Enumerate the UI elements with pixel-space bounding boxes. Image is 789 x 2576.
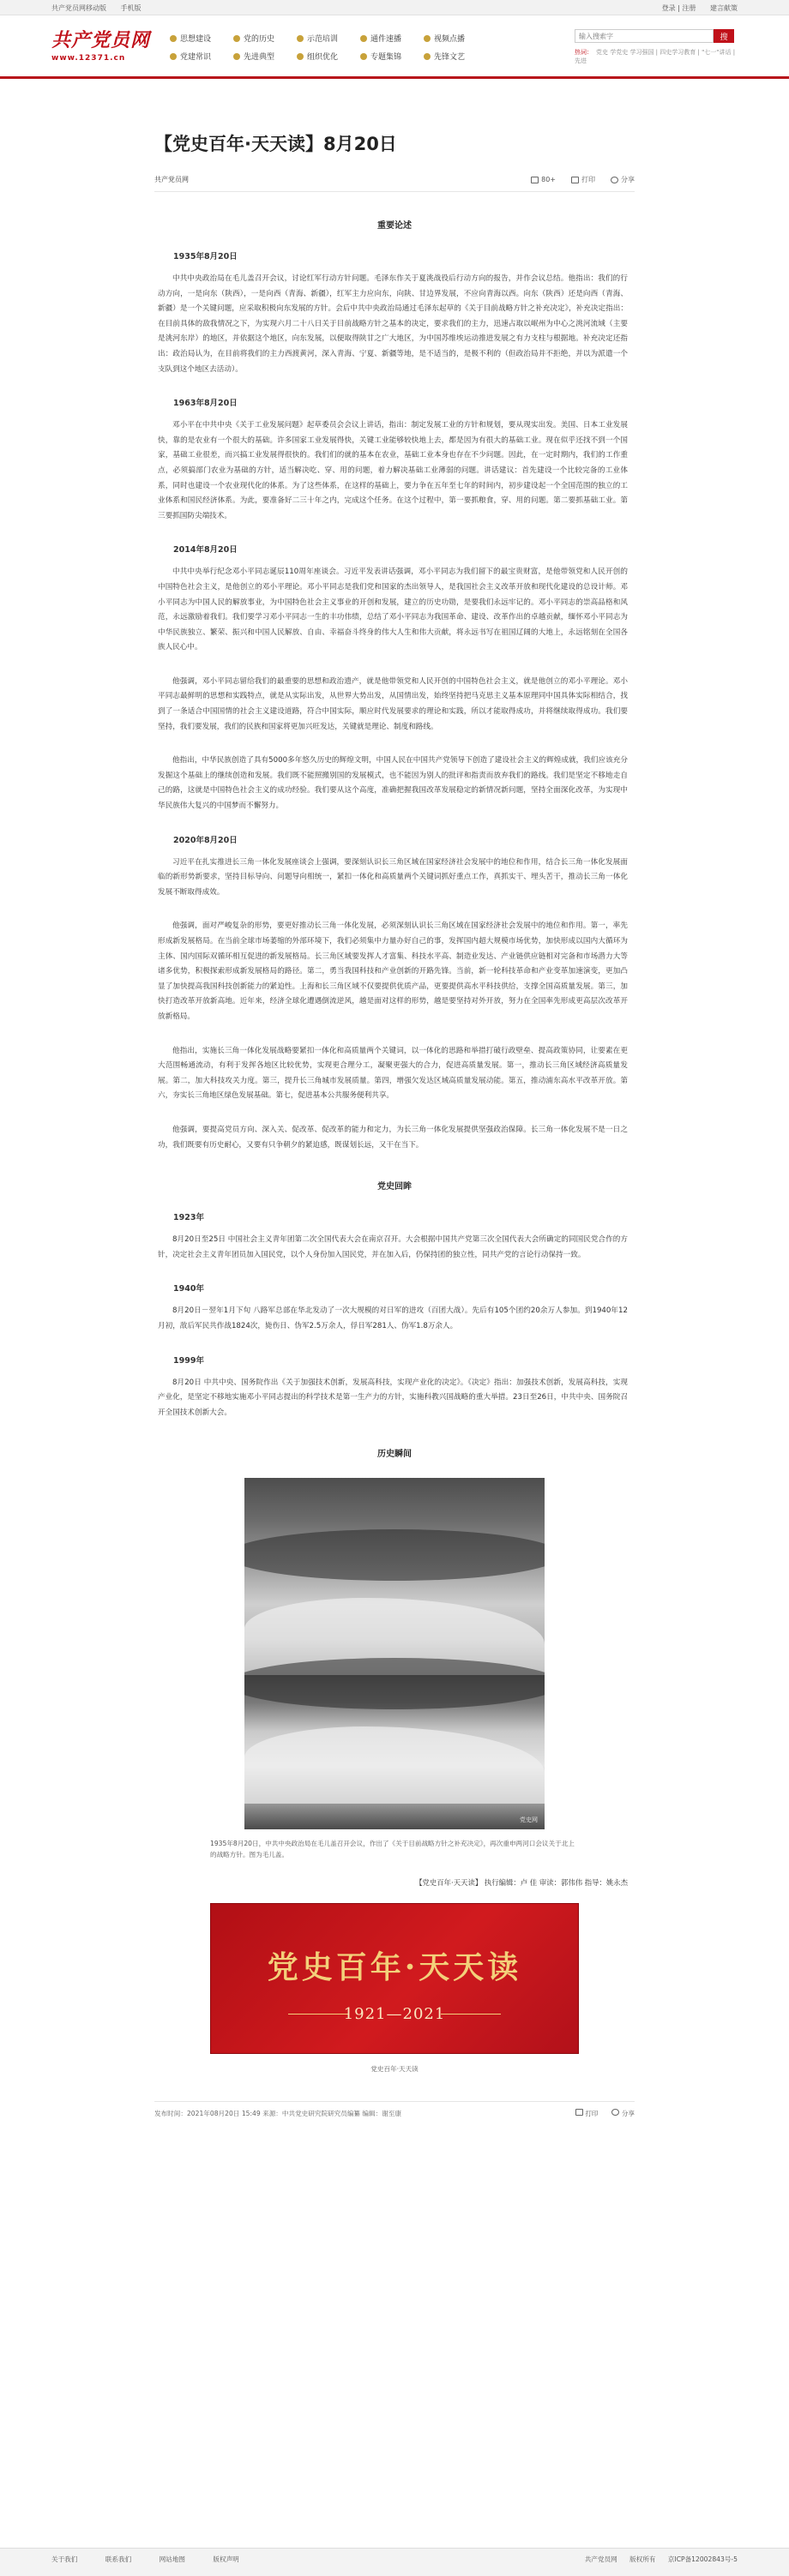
- nav-dot-icon: [170, 53, 177, 60]
- paragraph: 中共中央政治局在毛儿盖召开会议，讨论红军行动方针问题。毛泽东作关于夏洮战役后行动方向的报告，并作会议总结。他指出：我们的行动方向，一是向东（陕西），一是向西（青海、新疆），红军主力应向东，向陕、甘边界发展，不应向青海以西。向东（陕西）还是向西（青海、新疆）是一个关键问题，应采取积极向东发展的方针。会后中共中央政治局通过毛泽东起草的《关于目前战略方针之补充决定》，补充决定指出：在目前具体的敌我情况之下，为实现六月二十八日关于目前战略方针之基本的决定，要求我们的主力，迅速占取以岷州为中心之洮河流域（主要是洮河东岸）的地区，并依据这个地区，向东发展，以便取得陕甘之广大地区，为中国苏维埃运动推进发展之有力支柱与根据地。补充决定还指出：政治局认为，在目前将我们的主力西渡黄河，深入青海、宁夏、新疆等地，是不适当的，是极不利的（但政治局并不拒绝，并以为派遣一个支队到这个地区去活动）。: [158, 274, 628, 374]
- nav-dot-icon: [170, 35, 177, 42]
- print-button[interactable]: 打印: [575, 2109, 599, 2118]
- hot-words: 热词： 党史 学党史 学习强国 | 四史学习教育 | "七一"讲话 | 先进: [575, 49, 736, 64]
- nav-dot-icon: [360, 35, 367, 42]
- nav-dot-icon: [233, 35, 240, 42]
- paragraph: 邓小平在中共中央《关于工业发展问题》起草委员会会议上讲话，指出：制定发展工业的方针和规划，要从现实出发。美国、日本工业发展快，靠的是农业有一个很大的基础。许多国家工业发展得快，关键工业能够较快地上去，都是因为有很大的基础工业。现在似乎还找不到一个国家，基础工业很差，而兴搞工业发展得很快的。我们们的就的基本在农业，基础工业本身也存在不少问题。因此，在一定时期内，我们的工作重点，必须搞部门农业为基础的方针，适当解决吃、穿、用的问题，着力解决基础工业薄弱的问题。讲话建议：首先建设一个比较完备的工业体系，同时也建设一个农业现代化的体系。为了这些体系，在这样的基础上，要力争在五年至七年的时间内，初步建设起一个全国范围的独立的工业体系和国民经济体系。为此，要准备好二三十年之内，完成这个任务。在这个过程中，第一要抓粮食，穿、用的问题。第二要抓基础工业。第三要抓国防尖端技术。: [158, 421, 628, 520]
- paragraph: 他强调，要提高党员方向、深入关、促改革、促改革的能力和定力，为长三角一体化发展提供坚强政治保障。长三角一体化发展不是一日之功，我们既要有历史耐心，又要有只争朝夕的紧迫感，既谋划长远，又干在当下。: [158, 1125, 628, 1150]
- share-icon: [611, 177, 618, 183]
- print-icon: [571, 177, 579, 183]
- nav-item[interactable]: 党的历史: [233, 33, 297, 44]
- mobile-version-link[interactable]: 共产党员网移动版: [51, 3, 106, 12]
- share-button[interactable]: 分享: [611, 175, 635, 184]
- photo-caption: 1935年8月20日，中共中央政治局在毛儿盖召开会议，作出了《关于目前战略方针之补充决定》，再次重申两河口会议关于北上的战略方针。图为毛儿盖。: [210, 1840, 575, 1859]
- print-icon: [575, 2109, 583, 2116]
- site-header: [0, 15, 789, 79]
- paragraph: 中共中央举行纪念邓小平同志诞辰110周年座谈会。习近平发表讲话强调，邓小平同志为我们留下的最宝贵财富，是他带领党和人民开创的中国特色社会主义，是他创立的邓小平理论。邓小平同志是我们党和国家的杰出领导人，是我国社会主义改革开放和现代化建设的总设计师。邓小平同志为中国人民的解放事业，为中国特色社会主义事业的开创和发展，建立的历史功勋，是要我们永远牢记的。邓小平同志的崇高品格和风范，永远激励着我们。我们要学习邓小平同志一生的丰功伟绩，总结了邓小平同志为我国革命、建设、改革作出的卓越贡献，缅怀邓小平同志为中华民族独立、繁荣、振兴和中国人民解放、自由、幸福奋斗终身的伟大人生和伟大贡献，将永远书写在祖国辽阔的大地上，永远铭刻在全国各族人民心中。: [158, 567, 628, 652]
- nav-item[interactable]: 思想建设: [170, 33, 233, 44]
- banner-years: 1921—2021: [343, 2005, 446, 2024]
- nav-dot-icon: [297, 35, 304, 42]
- paragraph: 他强调，面对严峻复杂的形势，要更好推动长三角一体化发展，必须深刻认识长三角区域在国家经济社会发展中的地位和作用。第一，率先形成新发展格局。在当前全球市场萎缩的外部环境下，我们必须集中力量办好自己的事，发挥国内超大规模市场优势，加快形成以国内大循环为主体、国内国际双循环相互促进的新发展格局。长三角区域要发挥人才富集、科技水平高、制造业发达、产业链供应链相对完备和市场潜力大等诸多优势，积极探索形成新发展格局的路径。第二，勇当我国科技和产业创新的开路先锋。当前，新一轮科技革命和产业变革加速演变，更加凸显了加快提高我国科技创新能力的紧迫性。上海和长三角区域不仅要提供优质产品，更要提供高水平科技供给，支撑全国高质量发展。第三，加快打造改革开放新高地。近年来，经济全球化遭遇倒流逆风，越是面对这样的形势，越是要坚持对外开放，努力在全国率先形成更高层次改革开放新格局。: [158, 922, 628, 1021]
- phone-version-link[interactable]: 手机版: [120, 3, 142, 12]
- nav-dot-icon: [424, 53, 431, 60]
- section-title: 历史瞬间: [377, 1450, 412, 1460]
- banner-caption: 党史百年·天天读: [370, 2065, 419, 2074]
- publish-info: 发布时间：2021年08月20日 15:49 来源：中共党史研究院研究员编纂 编辑：谢至康: [154, 2110, 401, 2118]
- nav-dot-icon: [360, 53, 367, 60]
- footer-link[interactable]: 关于我们: [51, 2555, 78, 2563]
- series-banner: [210, 1903, 579, 2054]
- paragraph: 他指出，中华民族创造了具有5000多年悠久历史的辉煌文明，中国人民在中国共产党领导下创造了建设社会主义的辉煌成就，我们应该充分发掘这个基础上的继续创造和发展。我们既不能照搬别国的发展模式，也不能因为别人的批评和指责而放弃我们的路线。我们是坚定不移地走自己的路，这就是中国特色社会主义的成功经验。我们要从这个高度，准确把握我国改革发展稳定的新情况新问题，坚持全面深化改革，为实现中华民族伟大复兴的中国梦而不懈努力。: [158, 756, 628, 811]
- search-input[interactable]: [575, 29, 714, 43]
- date-heading: 1923年: [173, 1213, 204, 1223]
- paragraph: 他指出，实施长三角一体化发展战略要紧扣一体化和高质量两个关键词，以一体化的思路和举措打破行政壁垒、提高政策协同，让要素在更大范围畅通流动，有利于发挥各地区比较优势，实现更合理分工，凝聚更强大的合力，促进高质量发展。第一，推动长三角区域经济高质量发展。第二，加大科技攻关力度。第三，提升长三角城市发展质量。第四，增强欠发达区域高质量发展动能。第五，推动浦东高水平改革开放。第六，夯实长三角地区绿色发展基础。第七，促进基本公共服务便利共享。: [158, 1046, 628, 1101]
- paragraph: 8月20日－翌年1月下旬 八路军总部在华北发动了一次大规模的对日军的进攻（百团大战）。先后有105个团约20余万人参加。到1940年12月初，敌后军民共作战1824次，毙伤日、伪军2.5万余人，俘日军281人、伪军1.8万余人。: [158, 1306, 628, 1330]
- footer-copyright: 版权所有: [629, 2555, 656, 2563]
- section-title: 党史回眸: [377, 1182, 412, 1192]
- footer-site-name: 共产党员网: [584, 2555, 617, 2563]
- banner-title: 党史百年·天天读: [267, 1949, 522, 1986]
- article-title: 【党史百年·天天读】8月20日: [154, 134, 397, 154]
- search-button[interactable]: 搜: [714, 29, 734, 43]
- main-nav: [170, 33, 487, 62]
- article-footer-meta: [154, 2101, 635, 2118]
- nav-dot-icon: [297, 53, 304, 60]
- logo-text: 共产党员网: [51, 29, 151, 51]
- comment-count[interactable]: 80+: [531, 175, 556, 184]
- article-meta: [154, 175, 635, 192]
- nav-item[interactable]: 先进典型: [233, 51, 297, 62]
- login-register-link[interactable]: 登录 | 注册: [661, 3, 696, 12]
- share-button[interactable]: 分享: [611, 2109, 635, 2118]
- nav-item[interactable]: 先锋文艺: [424, 51, 487, 62]
- share-icon: [611, 2109, 619, 2116]
- date-heading: 1999年: [173, 1355, 204, 1366]
- paragraph: 8月20日至25日 中国社会主义青年团第二次全国代表大会在南京召开。大会根据中国共产党第三次全国代表大会所确定的同国民党合作的方针，决定社会主义青年团员加入国民党，以个人身份加入国民党，并在加入后，仍保持团的独立性，同共产党的言论行动保持一致。: [158, 1235, 628, 1259]
- nav-item[interactable]: 组织优化: [297, 51, 360, 62]
- print-button[interactable]: 打印: [571, 175, 595, 184]
- nav-dot-icon: [233, 53, 240, 60]
- footer-icp[interactable]: 京ICP备12002843号-5: [667, 2555, 738, 2563]
- paragraph: 习近平在扎实推进长三角一体化发展座谈会上强调，要深刻认识长三角区域在国家经济社会发展中的地位和作用，结合长三角一体化发展面临的新形势新要求，坚持目标导向、问题导向相统一，紧扣一体化和高质量两个关键词抓好重点工作，真抓实干、埋头苦干，推动长三角一体化发展不断取得成效。: [158, 857, 628, 897]
- date-heading: 1963年8月20日: [173, 399, 238, 409]
- nav-item[interactable]: 党建常识: [170, 51, 233, 62]
- article-source: 共产党员网: [154, 176, 189, 183]
- nav-item[interactable]: 通件速播: [360, 33, 424, 44]
- logo-url: www.12371.cn: [51, 54, 126, 63]
- site-footer: [0, 2548, 789, 2576]
- site-logo[interactable]: [51, 26, 161, 63]
- date-heading: 2020年8月20日: [173, 835, 238, 845]
- top-bar: [0, 0, 789, 15]
- search-box: [575, 29, 738, 65]
- article: [154, 130, 635, 2118]
- nav-item[interactable]: 专题集锦: [360, 51, 424, 62]
- paragraph: 他强调，邓小平同志留给我们的最重要的思想和政治遗产，就是他带领党和人民开创的中国特色社会主义，就是他创立的邓小平理论。邓小平同志最鲜明的思想和实践特点，就是从实际出发，从世界大势出发，从国情出发，始终坚持把马克思主义基本原理同中国具体实际相结合，找到了一条适合中国国情的社会主义建设道路，符合中国实际，顺应时代发展要求的理论和实践，所以才能取得成功，并将继续取得成功。我们要坚持，我们要发展，我们的民族和国家将更加兴旺发达，关键就是理论、制度和路线。: [158, 676, 628, 731]
- nav-item[interactable]: 视频点播: [424, 33, 487, 44]
- date-heading: 1940年: [173, 1284, 204, 1294]
- footer-link[interactable]: 版权声明: [213, 2555, 239, 2563]
- comment-icon: [531, 177, 539, 183]
- photo-ridge: [244, 1529, 545, 1581]
- photo-ridge: [244, 1658, 545, 1709]
- photo-slope: [244, 1726, 545, 1804]
- footer-link[interactable]: 网站地图: [159, 2555, 185, 2563]
- photo-watermark: 党史网: [520, 1816, 538, 1824]
- date-heading: 1935年8月20日: [173, 252, 238, 261]
- paragraph: 8月20日 中共中央、国务院作出《关于加强技术创新，发展高科技，实现产业化的决定》。《决定》指出：加强技术创新，发展高科技，实现产业化，是坚定不移地实施邓小平同志提出的科学技术是第一生产力的方针，实施科教兴国战略的重大举措。23日至26日，中共中央、国务院召开全国技术创新大会。: [158, 1378, 628, 1417]
- section-title: 重要论述: [377, 221, 412, 231]
- footer-link[interactable]: 联系我们: [105, 2555, 132, 2563]
- editor-credit: 【党史百年·天天读】 执行编辑：卢 佳 审读：郭伟伟 指导：姚永杰: [415, 1878, 628, 1888]
- date-heading: 2014年8月20日: [173, 545, 238, 555]
- suggestion-link[interactable]: 建言献策: [710, 3, 738, 12]
- historical-photo: [244, 1478, 545, 1829]
- nav-item[interactable]: 示范培训: [297, 33, 360, 44]
- nav-dot-icon: [424, 35, 431, 42]
